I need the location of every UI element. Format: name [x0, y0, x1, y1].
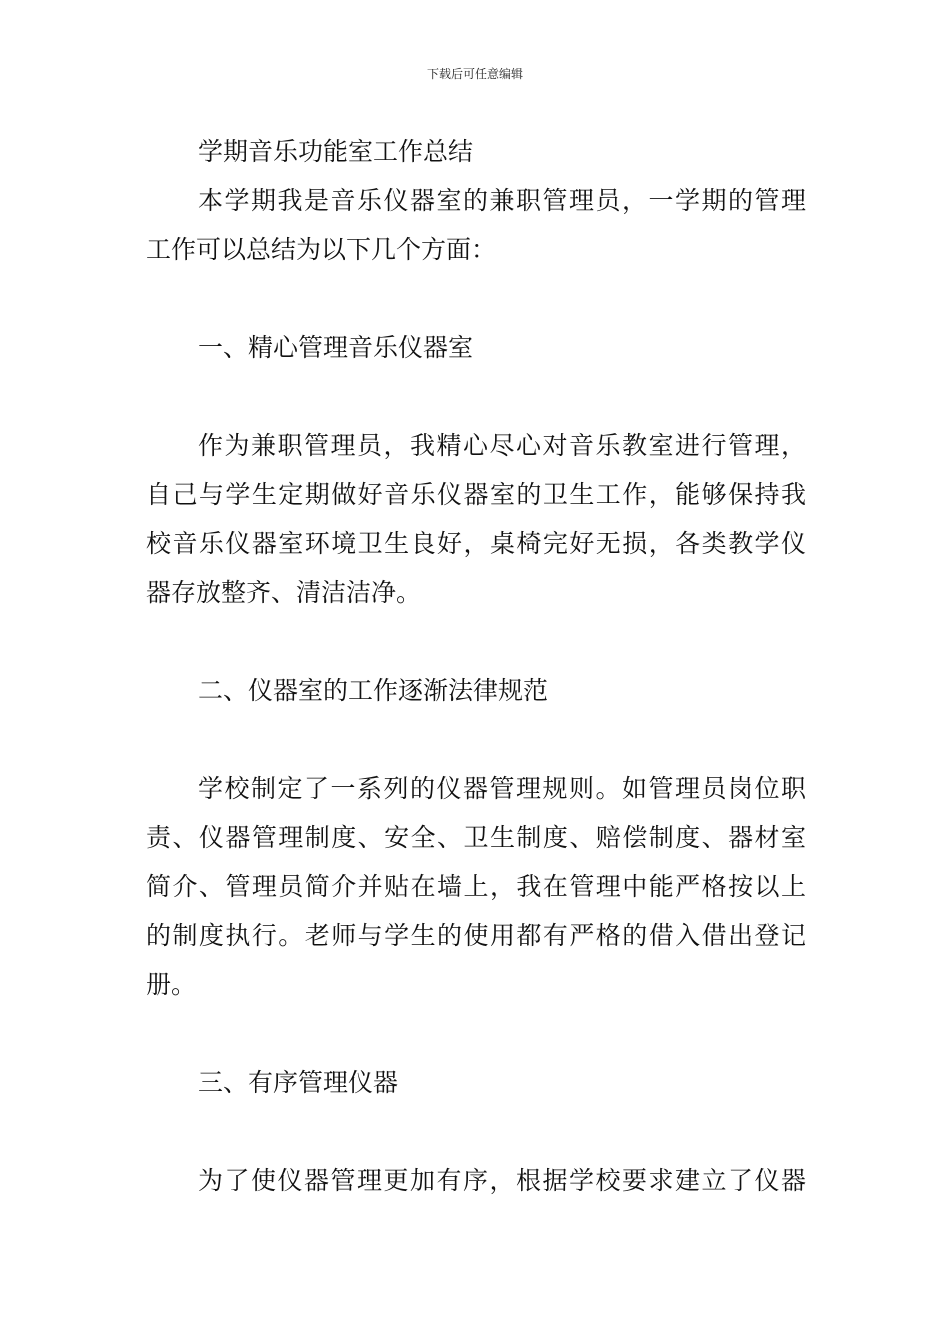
intro-line-2: 工作可以总结为以下几个方面： [146, 235, 497, 264]
section-1-line-4: 器存放整齐、清洁洁净。 [146, 578, 422, 607]
spacer [146, 715, 806, 764]
section-1-heading: 一、精心管理音乐仪器室 [198, 333, 474, 362]
section-2-heading: 二、仪器室的工作逐渐法律规范 [198, 676, 549, 705]
spacer [146, 617, 806, 666]
spacer [146, 1009, 806, 1058]
section-1-line-3: 校音乐仪器室环境卫生良好，桌椅完好无损，各类教学仪 [146, 529, 806, 558]
intro-line-1: 本学期我是音乐仪器室的兼职管理员，一学期的管理 [198, 186, 806, 215]
section-2-line-2: 责、仪器管理制度、安全、卫生制度、赔偿制度、器材室 [146, 823, 806, 852]
section-2-line-5: 册。 [146, 970, 197, 999]
page-header: 下载后可任意编辑 [426, 67, 523, 81]
spacer [146, 1107, 806, 1156]
section-1-line-2: 自己与学生定期做好音乐仪器室的卫生工作，能够保持我 [146, 480, 806, 509]
section-2-line-4: 的制度执行。老师与学生的使用都有严格的借入借出登记 [146, 921, 806, 950]
spacer [146, 372, 806, 421]
section-2-line-3: 简介、管理员简介并贴在墙上，我在管理中能严格按以上 [146, 872, 806, 901]
section-1-line-1: 作为兼职管理员，我精心尽心对音乐教室进行管理， [198, 431, 806, 460]
spacer [146, 274, 806, 323]
document-body [146, 127, 806, 1205]
section-3-heading: 三、有序管理仪器 [198, 1068, 399, 1097]
document-title: 学期音乐功能室工作总结 [198, 137, 474, 166]
section-3-line-1: 为了使仪器管理更加有序，根据学校要求建立了仪器 [198, 1166, 806, 1195]
section-2-line-1: 学校制定了一系列的仪器管理规则。如管理员岗位职 [198, 774, 806, 803]
